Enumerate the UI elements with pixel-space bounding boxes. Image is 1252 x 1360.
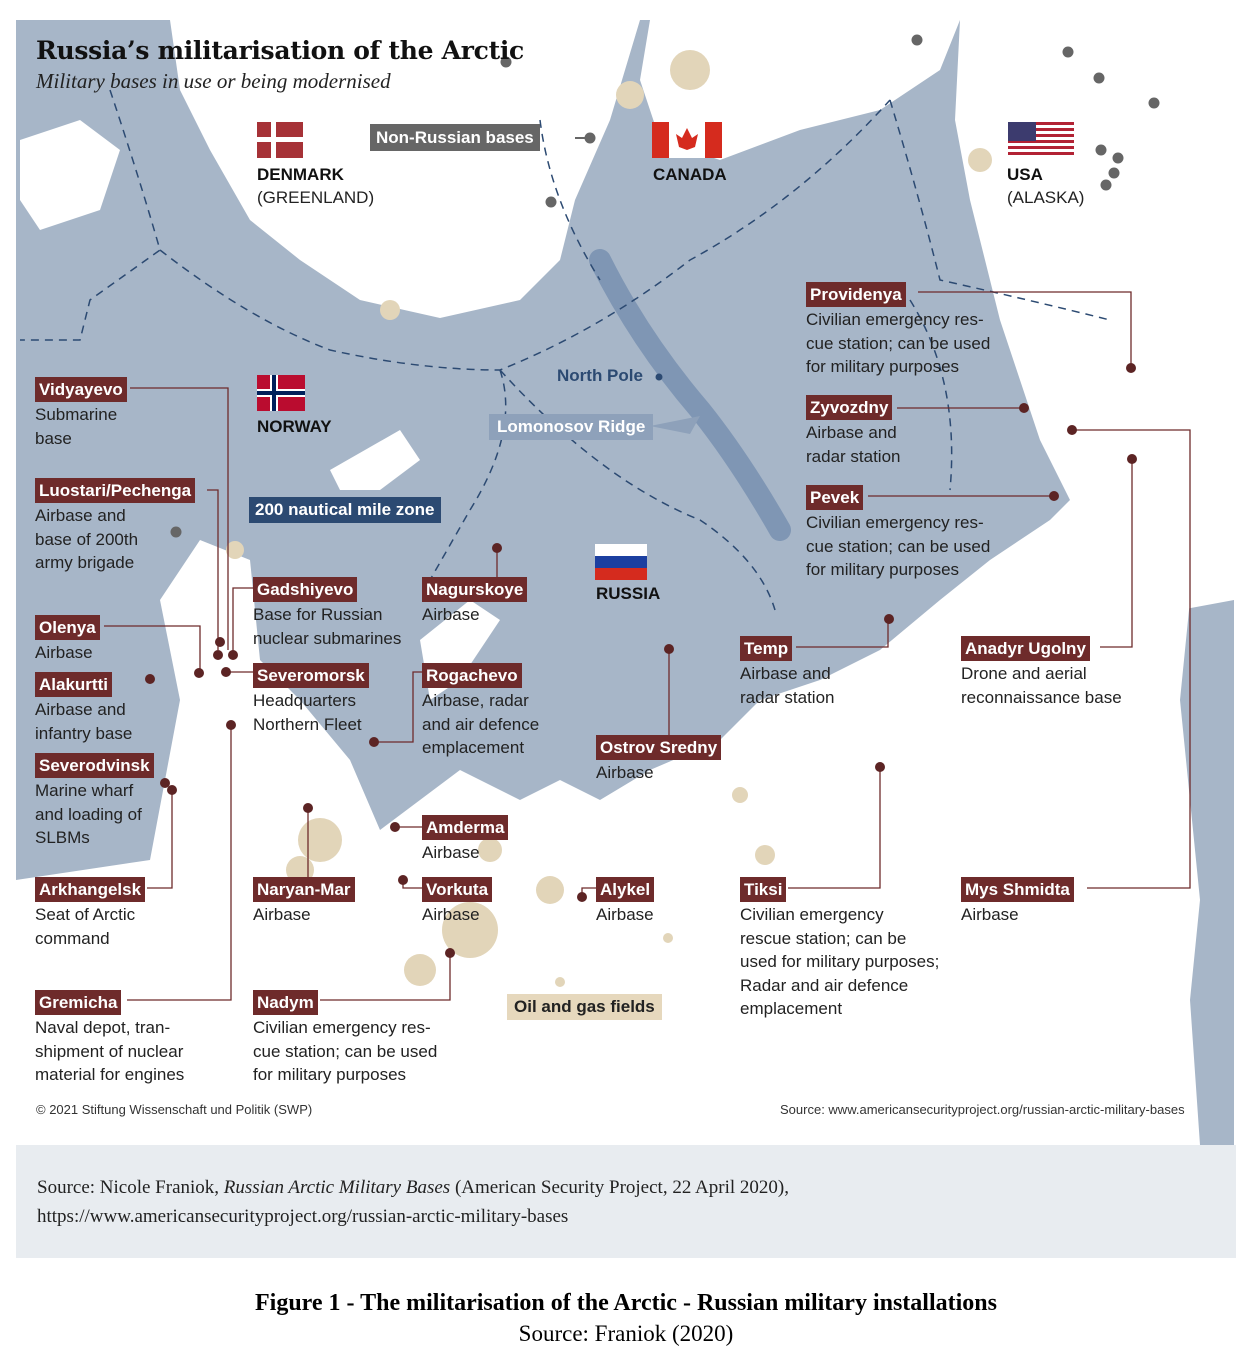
base-label-naryan-mar: Naryan-Mar — [253, 877, 355, 902]
map-title: Russia’s militarisation of the Arctic — [36, 36, 524, 65]
north-pole-marker — [656, 374, 663, 381]
base-description-nagurskoye — [422, 603, 480, 627]
base-label-temp: Temp — [740, 636, 792, 661]
description-line: Airbase and — [740, 664, 831, 683]
base-description-ostrov-sredny — [596, 761, 654, 785]
description-line: Radar and air defence — [740, 975, 909, 995]
base-description-vidyayevo — [35, 403, 117, 450]
base-label-nadym: Nadym — [253, 990, 318, 1015]
description-line: and loading of — [35, 804, 142, 824]
description-line: Base for Russian — [253, 605, 383, 624]
base-label-providenya: Providenya — [806, 282, 906, 307]
description-line: Naval depot, tran- — [35, 1018, 171, 1037]
description-line: Airbase — [422, 605, 480, 624]
base-label-pevek: Pevek — [806, 485, 863, 510]
base-description-providenya — [806, 308, 990, 379]
figure-caption: Figure 1 - The militarisation of the Arctic - Russian military installations — [255, 1290, 997, 1316]
base-label-anadyr-ugolny: Anadyr Ugolny — [961, 636, 1090, 661]
map-source: Source: www.americansecurityproject.org/russian-arctic-military-bases — [780, 1102, 1185, 1117]
description-line: for military purposes — [806, 560, 960, 579]
source-panel — [16, 1145, 1236, 1258]
description-line: Drone and aerial — [961, 664, 1087, 683]
source-citation — [37, 1177, 789, 1199]
description-line: cue station; can be used — [806, 536, 991, 556]
base-label-zyvozdny: Zyvozdny — [806, 395, 892, 420]
description-line: base — [35, 428, 72, 448]
description-line: radar station — [806, 446, 901, 466]
description-line: used for military purposes; — [740, 952, 940, 971]
base-description-alykel — [596, 903, 654, 927]
description-line: Airbase — [596, 763, 654, 782]
description-line: Marine wharf — [35, 781, 134, 800]
description-line: Airbase — [961, 905, 1019, 924]
description-line: command — [35, 928, 110, 948]
base-description-rogachevo — [422, 689, 539, 760]
base-label-gremicha: Gremicha — [35, 990, 121, 1015]
base-label-alykel: Alykel — [596, 877, 654, 902]
description-line: material for engines — [35, 1065, 185, 1084]
denmark-flag-icon — [257, 122, 303, 158]
legend-200-mile-zone: 200 nautical mile zone — [249, 497, 441, 523]
description-line: emplacement — [740, 999, 843, 1018]
country-canada: CANADA — [653, 165, 727, 184]
base-description-pevek — [806, 511, 990, 582]
base-description-mys-shmidta — [961, 903, 1019, 927]
description-line: for military purposes — [806, 357, 960, 376]
description-line: infantry base — [35, 723, 133, 743]
base-description-severodvinsk — [35, 779, 142, 850]
description-line: Headquarters — [253, 691, 357, 710]
description-line: cue station; can be used — [806, 333, 991, 353]
base-label-arkhangelsk: Arkhangelsk — [35, 877, 145, 902]
description-line: army brigade — [35, 553, 135, 572]
base-description-gremicha — [35, 1016, 184, 1087]
usa-flag-icon — [1008, 122, 1074, 158]
russia-flag-icon — [595, 544, 647, 580]
base-description-zyvozdny — [806, 421, 901, 468]
description-line: Airbase — [422, 905, 480, 924]
base-description-luostari-pechenga — [35, 504, 138, 575]
base-label-severomorsk: Severomorsk — [253, 663, 369, 688]
description-line: SLBMs — [35, 828, 90, 847]
base-label-nagurskoye: Nagurskoye — [422, 577, 527, 602]
description-line: Civilian emergency res- — [253, 1018, 431, 1037]
description-line: cue station; can be used — [253, 1041, 438, 1061]
description-line: for military purposes — [253, 1065, 407, 1084]
country-usa: USA — [1007, 165, 1043, 184]
description-line: reconnaissance base — [961, 687, 1122, 707]
base-description-gadshiyevo — [253, 603, 401, 650]
description-line: Airbase, radar — [422, 691, 529, 710]
legend-non-russian-bases: Non-Russian bases — [370, 124, 540, 151]
label-north-pole: North Pole — [557, 366, 643, 385]
base-label-mys-shmidta: Mys Shmidta — [961, 877, 1074, 902]
base-label-olenya: Olenya — [35, 615, 100, 640]
description-line: Airbase and — [35, 700, 126, 719]
description-line: base of 200th — [35, 529, 139, 549]
figure-source: Source: Franiok (2020) — [518, 1321, 734, 1346]
base-description-nadym — [253, 1016, 437, 1087]
description-line: nuclear submarines — [253, 628, 402, 648]
base-description-naryan-mar — [253, 903, 311, 927]
description-line: Airbase — [422, 843, 480, 862]
base-label-severodvinsk: Severodvinsk — [35, 753, 154, 778]
description-line: radar station — [740, 687, 835, 707]
copyright: © 2021 Stiftung Wissenschaft und Politik (SWP) — [36, 1102, 313, 1117]
description-line: Seat of Arctic — [35, 905, 136, 924]
source-title: Russian Arctic Military Bases — [223, 1177, 451, 1198]
base-description-alakurtti — [35, 698, 132, 745]
base-description-anadyr-ugolny — [961, 662, 1122, 709]
base-label-vidyayevo: Vidyayevo — [35, 377, 127, 402]
base-label-gadshiyevo: Gadshiyevo — [253, 577, 357, 602]
base-label-luostari-pechenga: Luostari/Pechenga — [35, 478, 195, 503]
description-line: Northern Fleet — [253, 714, 362, 734]
country-denmark: DENMARK — [257, 165, 344, 184]
canada-flag-icon — [652, 122, 722, 158]
description-line: Airbase — [35, 643, 93, 662]
description-line: emplacement — [422, 738, 525, 757]
base-description-arkhangelsk — [35, 903, 135, 950]
base-label-rogachevo: Rogachevo — [422, 663, 522, 688]
map-subtitle: Military bases in use or being modernised — [36, 69, 391, 93]
description-line: Airbase — [596, 905, 654, 924]
base-label-amderma: Amderma — [422, 815, 508, 840]
base-description-severomorsk — [253, 689, 362, 736]
base-description-vorkuta — [422, 903, 480, 927]
source-publisher: (American Security Project, 22 April 2020), — [450, 1177, 789, 1198]
country-denmark-sub: (GREENLAND) — [257, 188, 375, 207]
country-norway: NORWAY — [257, 417, 332, 436]
norway-flag-icon — [257, 375, 305, 411]
description-line: Submarine — [35, 405, 118, 424]
base-label-alakurtti: Alakurtti — [35, 672, 112, 697]
country-russia: RUSSIA — [596, 584, 661, 603]
base-label-ostrov-sredny: Ostrov Sredny — [596, 735, 721, 760]
description-line: Civilian emergency res- — [806, 310, 984, 329]
legend-oil-gas-fields: Oil and gas fields — [507, 994, 662, 1020]
label-lomonosov-ridge: Lomonosov Ridge — [489, 414, 653, 440]
base-description-olenya — [35, 641, 93, 665]
description-line: Airbase and — [35, 506, 126, 525]
description-line: Airbase and — [806, 423, 897, 442]
base-description-amderma — [422, 841, 480, 865]
description-line: Civilian emergency res- — [806, 513, 984, 532]
description-line: shipment of nuclear — [35, 1041, 184, 1061]
source-url[interactable]: https://www.americansecurityproject.org/russian-arctic-military-bases — [37, 1206, 569, 1227]
base-description-temp — [740, 662, 835, 709]
description-line: Civilian emergency — [740, 905, 884, 924]
description-line: rescue station; can be — [740, 928, 907, 948]
description-line: and air defence — [422, 714, 540, 734]
base-description-tiksi — [740, 903, 939, 1021]
base-label-tiksi: Tiksi — [740, 877, 786, 902]
description-line: Airbase — [253, 905, 311, 924]
base-label-vorkuta: Vorkuta — [422, 877, 492, 902]
country-usa-sub: (ALASKA) — [1007, 188, 1085, 207]
source-author: Source: Nicole Franiok, — [37, 1177, 224, 1198]
